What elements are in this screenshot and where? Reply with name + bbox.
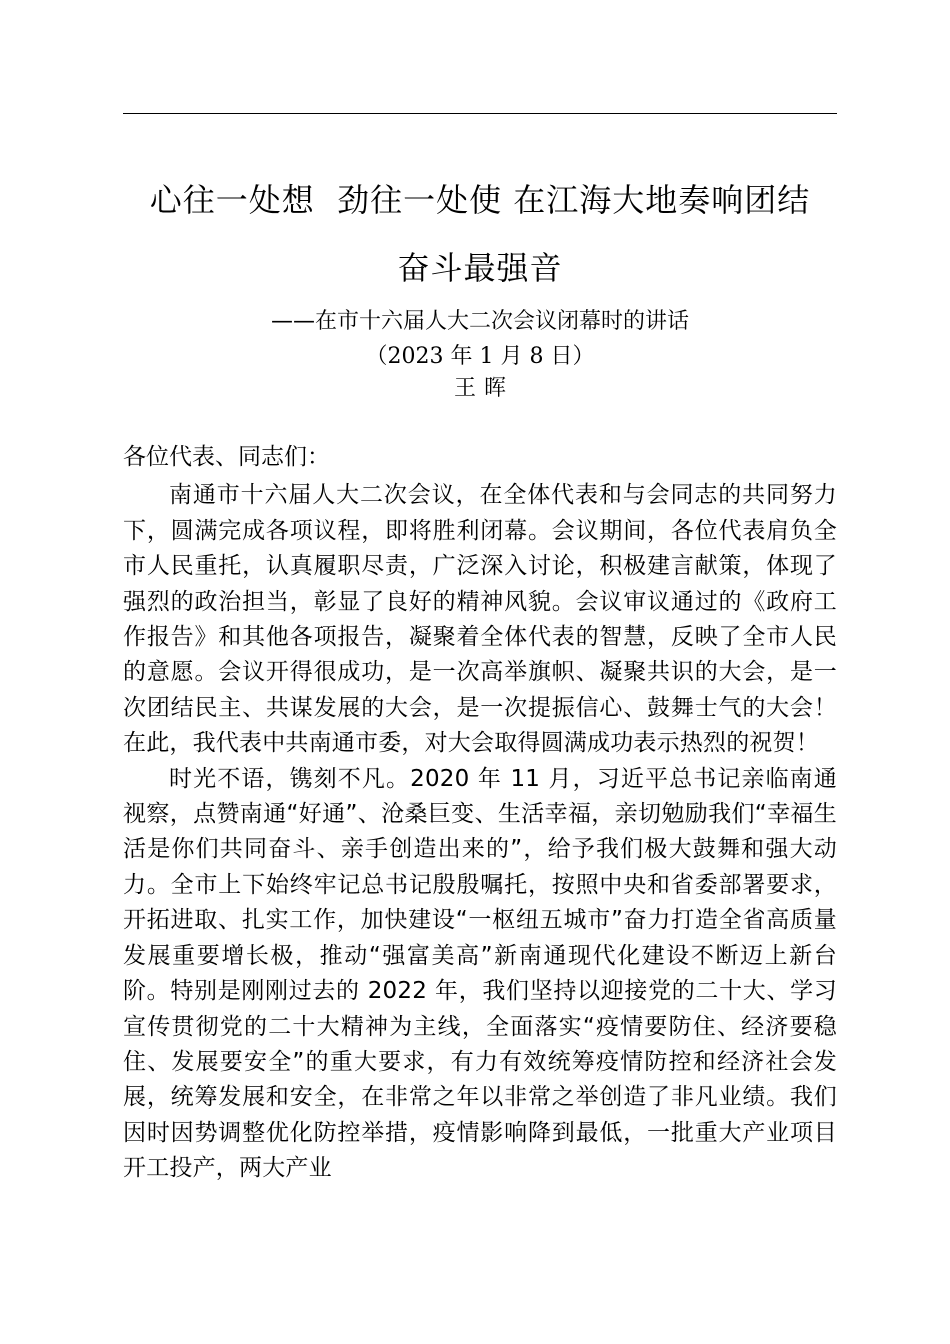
- paragraph-2: 时光不语，镌刻不凡。2020 年 11 月，习近平总书记亲临南通视察，点赞南通“好通”、沧桑巨变、生活幸福，亲切勉励我们“幸福生活是你们共同奋斗、亲手创造出来的”，给予我们极大鼓舞和强大动力。全市上下始终牢记总书记殷殷嘱托，按照中央和省委部署要求，开拓进取、扎实工作，加快建设“一枢纽五城市”奋力打造全省高质量发展重要增长极，推动“强富美高”新南通现代化建设不断迈上新台阶。特别是刚刚过去的 2022 年，我们坚持以迎接党的二十大、学习宣传贯彻党的二十大精神为主线，全面落实“疫情要防住、经济要稳住、发展要安全”的重大要求，有力有效统筹疫情防控和经济社会发展，统筹发展和安全，在非常之年以非常之举创造了非凡业绩。我们因时因势调整优化防控举措，疫情影响降到最低，一批重大产业项目开工投产，两大产业: [123, 765, 837, 1182]
- subtitle: ——在市十六届人大二次会议闭幕时的讲话: [270, 309, 689, 334]
- title-line-2: 奋斗最强音: [397, 249, 563, 287]
- header-rule: [123, 113, 837, 114]
- paragraph-1: 南通市十六届人大二次会议，在全体代表和与会同志的共同努力下，圆满完成各项议程，即将胜利闭幕。会议期间，各位代表肩负全市人民重托，认真履职尽责，广泛深入讨论，积极建言献策，体现了强烈的政治担当，彰显了良好的精神风貌。会议审议通过的《政府工作报告》和其他各项报告，凝聚着全体代表的智慧，反映了全市人民的意愿。会议开得很成功，是一次高举旗帜、凝聚共识的大会，是一次团结民主、共谋发展的大会，是一次提振信心、鼓舞士气的大会！在此，我代表中共南通市委，对大会取得圆满成功表示热烈的祝贺！: [123, 482, 837, 757]
- salutation: 各位代表、同志们：: [123, 444, 330, 470]
- speech-body: [123, 440, 837, 1187]
- speech-date: （2023 年 1 月 8 日）: [365, 344, 595, 369]
- author-name: 王晖: [453, 376, 514, 401]
- title-line-1: 心往一处想 劲往一处使 在江海大地奏响团结: [149, 181, 811, 219]
